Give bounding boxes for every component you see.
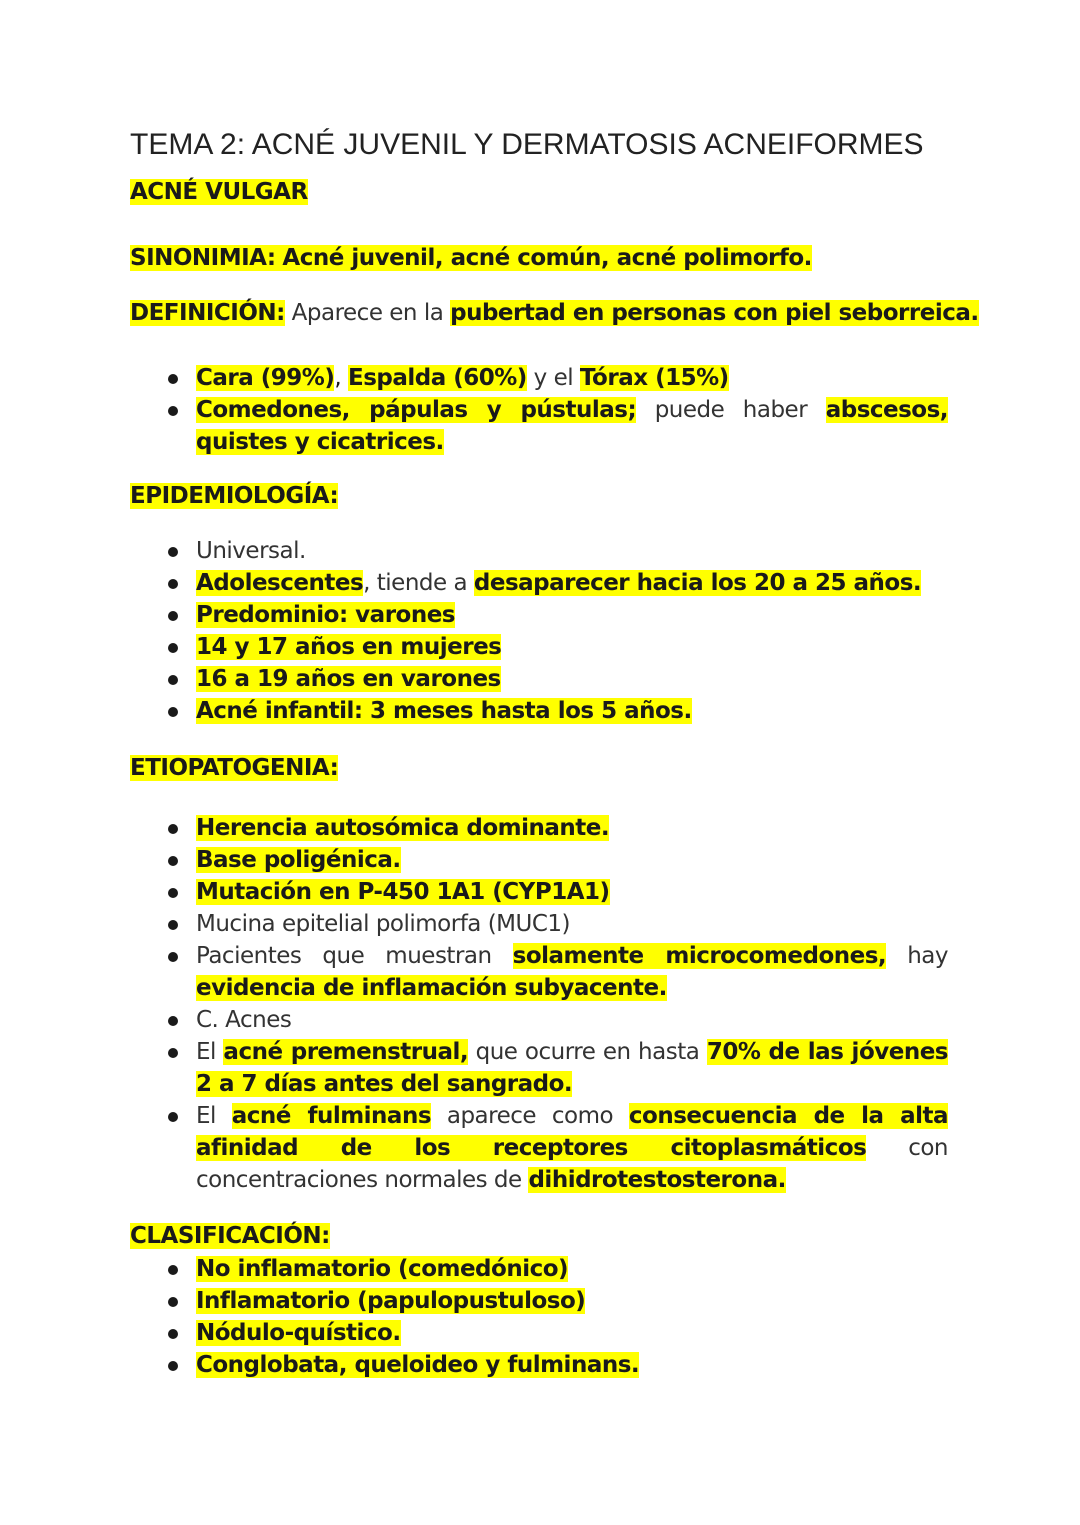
list-item: Comedones, pápulas y pústulas; puede haber abscesos, quistes y cicatrices.: [130, 394, 948, 458]
list-item: Nódulo-quístico.: [130, 1317, 948, 1349]
list-item: Pacientes que muestran solamente microcomedones, hay evidencia de inflamación subyacente.: [130, 940, 948, 1004]
list-item: No inflamatorio (comedónico): [130, 1253, 948, 1285]
list-item: Adolescentes, tiende a desaparecer hacia los 20 a 25 años.: [130, 567, 948, 599]
list-item: Conglobata, queloideo y fulminans.: [130, 1349, 948, 1381]
sinonimia-paragraph: [130, 242, 812, 274]
heading-epidemiologia: EPIDEMIOLOGÍA:: [130, 483, 339, 509]
list-item: Herencia autosómica dominante.: [130, 812, 948, 844]
list-item: Inflamatorio (papulopustuloso): [130, 1285, 948, 1317]
list-item: Acné infantil: 3 meses hasta los 5 años.: [130, 695, 948, 727]
sinonimia-label: SINONIMIA:: [130, 245, 276, 271]
definicion-list: [130, 362, 948, 458]
etiopatogenia-list: [130, 812, 948, 1196]
page-title: TEMA 2: ACNÉ JUVENIL Y DERMATOSIS ACNEIFORMES: [130, 128, 924, 161]
clasificacion-list: [130, 1253, 948, 1381]
definicion-paragraph: DEFINICIÓN: Aparece en la pubertad en personas con piel seborreica.: [130, 300, 979, 326]
heading-etiopatogenia: ETIOPATOGENIA:: [130, 755, 339, 781]
epidemiologia-list: [130, 535, 948, 727]
list-item: 14 y 17 años en mujeres: [130, 631, 948, 663]
list-item: El acné premenstrual, que ocurre en hasta 70% de las jóvenes 2 a 7 días antes del sangrado.: [130, 1036, 948, 1100]
list-item: Predominio: varones: [130, 599, 948, 631]
definicion-label: DEFINICIÓN:: [130, 300, 285, 326]
heading-clasificacion: CLASIFICACIÓN:: [130, 1223, 330, 1249]
list-item: 16 a 19 años en varones: [130, 663, 948, 695]
list-item: Mutación en P-450 1A1 (CYP1A1): [130, 876, 948, 908]
list-item: Universal.: [130, 535, 948, 567]
heading-acne-vulgar: ACNÉ VULGAR: [130, 179, 308, 205]
list-item: El acné fulminans aparece como consecuencia de la alta afinidad de los receptores citoplasmáticos con concentraciones normales de dihidrotestosterona.: [130, 1100, 948, 1196]
list-item: Cara (99%), Espalda (60%) y el Tórax (15%): [130, 362, 948, 394]
list-item: Mucina epitelial polimorfa (MUC1): [130, 908, 948, 940]
sinonimia-text: Acné juvenil, acné común, acné polimorfo.: [282, 245, 812, 271]
list-item: C. Acnes: [130, 1004, 948, 1036]
list-item: Base poligénica.: [130, 844, 948, 876]
